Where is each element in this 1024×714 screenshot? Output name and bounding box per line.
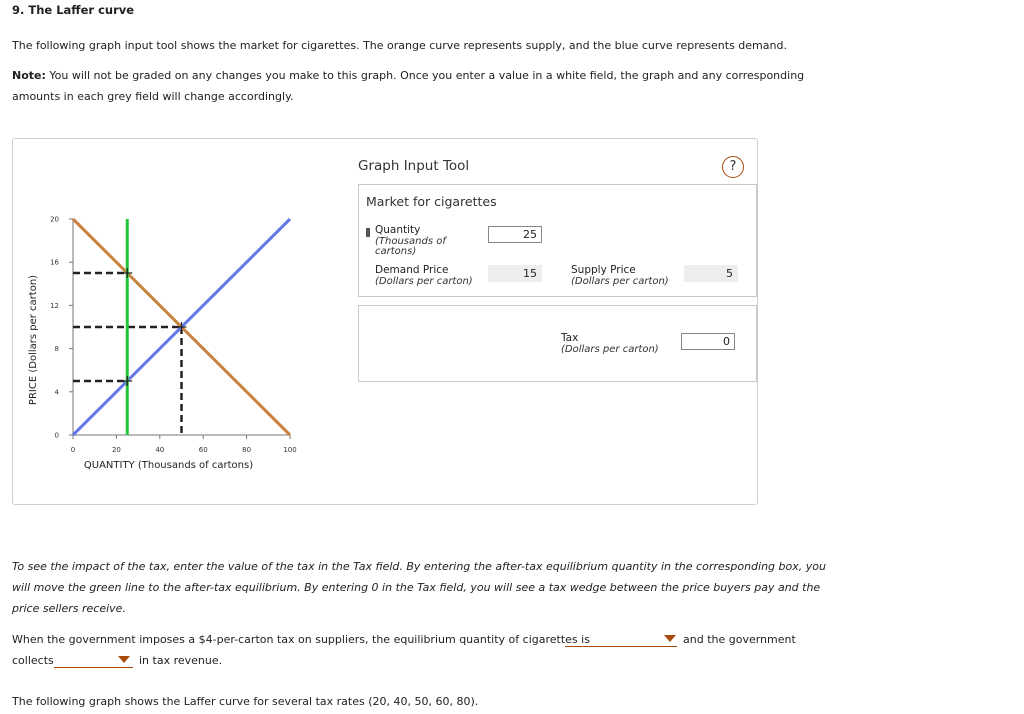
demand-price-label: Demand Price xyxy=(375,264,449,276)
chevron-down-icon[interactable] xyxy=(118,656,130,663)
quantity-input[interactable]: 25 xyxy=(488,226,542,243)
note-text: You will not be graded on any changes you make to this graph. Once you enter a value in a white field, the graph and any corresponding xyxy=(45,69,805,82)
question-sentence-2-end: in tax revenue. xyxy=(139,654,223,667)
laffer-intro: The following graph shows the Laffer curve for several tax rates (20, 40, 50, 60, 80). xyxy=(12,695,479,708)
y-tick-label: 16 xyxy=(50,258,59,267)
tax-label: Tax xyxy=(561,332,579,344)
x-tick-label: 0 xyxy=(70,446,76,454)
y-tick-label: 8 xyxy=(54,345,59,354)
question-sentence-1: When the government imposes a $4-per-carton tax on suppliers, the equilibrium quantity of cigarettes is xyxy=(12,633,590,646)
supply-price-value: 5 xyxy=(684,265,738,282)
question-title: 9. The Laffer curve xyxy=(12,3,135,17)
note-line-1 xyxy=(12,69,804,82)
chevron-down-icon[interactable] xyxy=(664,635,676,642)
y-tick-label: 20 xyxy=(50,215,59,224)
quantity-unit-2: cartons) xyxy=(375,246,417,257)
note-line-2: amounts in each grey field will change accordingly. xyxy=(12,90,294,103)
tax-unit: (Dollars per carton) xyxy=(561,344,659,355)
y-tick-label: 4 xyxy=(54,388,59,397)
tax-input[interactable]: 0 xyxy=(681,333,735,350)
y-tick-label: 0 xyxy=(54,431,59,440)
y-axis-label: PRICE (Dollars per carton) xyxy=(28,274,39,406)
market-title: Market for cigarettes xyxy=(366,194,497,209)
x-tick-label: 20 xyxy=(111,446,121,454)
market-chart[interactable] xyxy=(12,200,352,480)
x-axis-label: QUANTITY (Thousands of cartons) xyxy=(83,460,254,471)
quantity-swatch-icon xyxy=(366,228,370,237)
x-tick-label: 60 xyxy=(198,446,208,454)
x-tick-label: 100 xyxy=(283,446,297,454)
help-button[interactable]: ? xyxy=(722,156,744,178)
demand-price-unit: (Dollars per carton) xyxy=(375,276,473,287)
question-sentence-1-end: and the government xyxy=(683,633,796,646)
question-sentence-2-start: collects xyxy=(12,654,54,667)
note-label: Note: xyxy=(12,69,46,82)
instructions-line-1: To see the impact of the tax, enter the value of the tax in the Tax field. By entering the after-tax equilibrium quantity in the corresponding box, you xyxy=(12,560,826,573)
equilibrium-quantity-dropdown[interactable] xyxy=(565,632,677,647)
x-tick-label: 80 xyxy=(242,446,252,454)
quantity-unit-1: (Thousands of xyxy=(375,236,446,247)
intro-text: The following graph input tool shows the market for cigarettes. The orange curve represents supply, and the blue curve represents demand. xyxy=(12,39,787,52)
quantity-label: Quantity xyxy=(375,224,421,236)
supply-price-label: Supply Price xyxy=(571,264,636,276)
graph-input-tool-title: Graph Input Tool xyxy=(358,158,470,174)
demand-price-value: 15 xyxy=(488,265,542,282)
x-tick-label: 40 xyxy=(155,446,165,454)
instructions-line-2: will move the green line to the after-tax equilibrium. By entering 0 in the Tax field, you will see a tax wedge between the price buyers pay and the xyxy=(12,581,821,594)
instructions-line-3: price sellers receive. xyxy=(12,602,126,615)
supply-price-unit: (Dollars per carton) xyxy=(571,276,669,287)
y-tick-label: 12 xyxy=(50,301,59,310)
